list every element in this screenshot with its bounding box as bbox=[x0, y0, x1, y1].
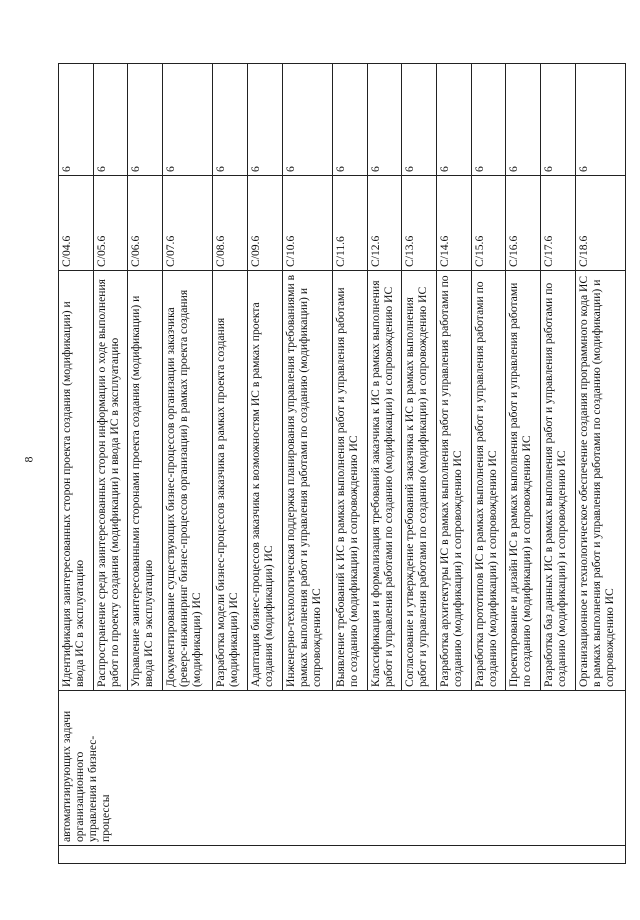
code-cell: C/17.6 bbox=[541, 176, 576, 271]
function-cell: Выявление требований к ИС в рамках выполнения работ и управления работами по созданию (модификации) и сопровождению ИС bbox=[332, 271, 367, 691]
level-cell: 6 bbox=[128, 64, 163, 176]
level-cell: 6 bbox=[93, 64, 128, 176]
level-cell: 6 bbox=[213, 64, 248, 176]
code-cell: C/05.6 bbox=[93, 176, 128, 271]
function-cell: Согласование и утверждение требований заказчика к ИС в рамках выполнения работ и управления работами по созданию (модификации) и сопровождению ИС bbox=[402, 271, 437, 691]
level-cell: 6 bbox=[59, 64, 94, 176]
level-cell: 6 bbox=[282, 64, 332, 176]
function-cell: Проектирование и дизайн ИС в рамках выполнения работ и управления работами по созданию (модификации) и сопровождению ИС bbox=[506, 271, 541, 691]
code-cell: C/06.6 bbox=[128, 176, 163, 271]
function-cell: Разработка архитектуры ИС в рамках выполнения работ и управления работами по созданию (модификации) и сопровождению ИС bbox=[436, 271, 471, 691]
function-cell: Управление заинтересованными сторонами проекта создания (модификации) и ввода ИС в эксплуатацию bbox=[128, 271, 163, 691]
function-cell: Идентификация заинтересованных сторон проекта создания (модификации) и ввода ИС в эксплуатацию bbox=[59, 271, 94, 691]
code-cell: C/10.6 bbox=[282, 176, 332, 271]
level-cell: 6 bbox=[541, 64, 576, 176]
function-cell: Документирование существующих бизнес-процессов организации заказчика (реверс-инжиниринг бизнес-процессов организации) в рамках проекта создания (модификации) ИС bbox=[163, 271, 213, 691]
code-cell: C/04.6 bbox=[59, 176, 94, 271]
function-cell: Классификация и формализация требований заказчика к ИС в рамках выполнения работ и управления работами по созданию (модификации) и сопровождению ИС bbox=[367, 271, 402, 691]
code-cell: C/12.6 bbox=[367, 176, 402, 271]
functions-table bbox=[58, 63, 626, 864]
level-cell: 6 bbox=[506, 64, 541, 176]
code-cell: C/15.6 bbox=[471, 176, 506, 271]
code-cell: C/07.6 bbox=[163, 176, 213, 271]
level-cell: 6 bbox=[332, 64, 367, 176]
function-cell: Организационное и технологическое обеспечение создания программного кода ИС в рамках выполнения работ и управления работами по созданию (модификации) и сопровождению ИС bbox=[575, 271, 625, 691]
function-cell: Разработка прототипов ИС в рамках выполнения работ и управления работами по созданию (модификации) и сопровождению ИС bbox=[471, 271, 506, 691]
level-cell: 6 bbox=[367, 64, 402, 176]
empty-cell bbox=[59, 846, 626, 864]
level-cell: 6 bbox=[247, 64, 282, 176]
code-cell: C/09.6 bbox=[247, 176, 282, 271]
function-cell: Распространение среди заинтересованных сторон информации о ходе выполнения работ по проекту создания (модификации) и ввода ИС в эксплуатацию bbox=[93, 271, 128, 691]
code-cell: C/14.6 bbox=[436, 176, 471, 271]
table-row bbox=[59, 64, 94, 864]
level-cell: 6 bbox=[436, 64, 471, 176]
code-cell: C/13.6 bbox=[402, 176, 437, 271]
rotated-table-container bbox=[58, 64, 626, 864]
function-cell: Инженерно-технологическая поддержка планирования управления требованиями в рамках выполнения работ и управления работами по созданию (модификации) и сопровождению ИС bbox=[282, 271, 332, 691]
level-cell: 6 bbox=[402, 64, 437, 176]
level-cell: 6 bbox=[575, 64, 625, 176]
page-number: 8 bbox=[21, 456, 36, 463]
level-cell: 6 bbox=[163, 64, 213, 176]
code-cell: C/11.6 bbox=[332, 176, 367, 271]
code-cell: C/16.6 bbox=[506, 176, 541, 271]
group-cell: автоматизирующих задачи организационного управления и бизнес-процессы bbox=[59, 691, 626, 846]
function-cell: Разработка модели бизнес-процессов заказчика в рамках проекта создания (модификации) ИС bbox=[213, 271, 248, 691]
code-cell: C/08.6 bbox=[213, 176, 248, 271]
level-cell: 6 bbox=[471, 64, 506, 176]
code-cell: C/18.6 bbox=[575, 176, 625, 271]
function-cell: Разработка баз данных ИС в рамках выполнения работ и управления работами по созданию (модификации) и сопровождению ИС bbox=[541, 271, 576, 691]
function-cell: Адаптация бизнес-процессов заказчика к возможностям ИС в рамках проекта создания (модификации) ИС bbox=[247, 271, 282, 691]
